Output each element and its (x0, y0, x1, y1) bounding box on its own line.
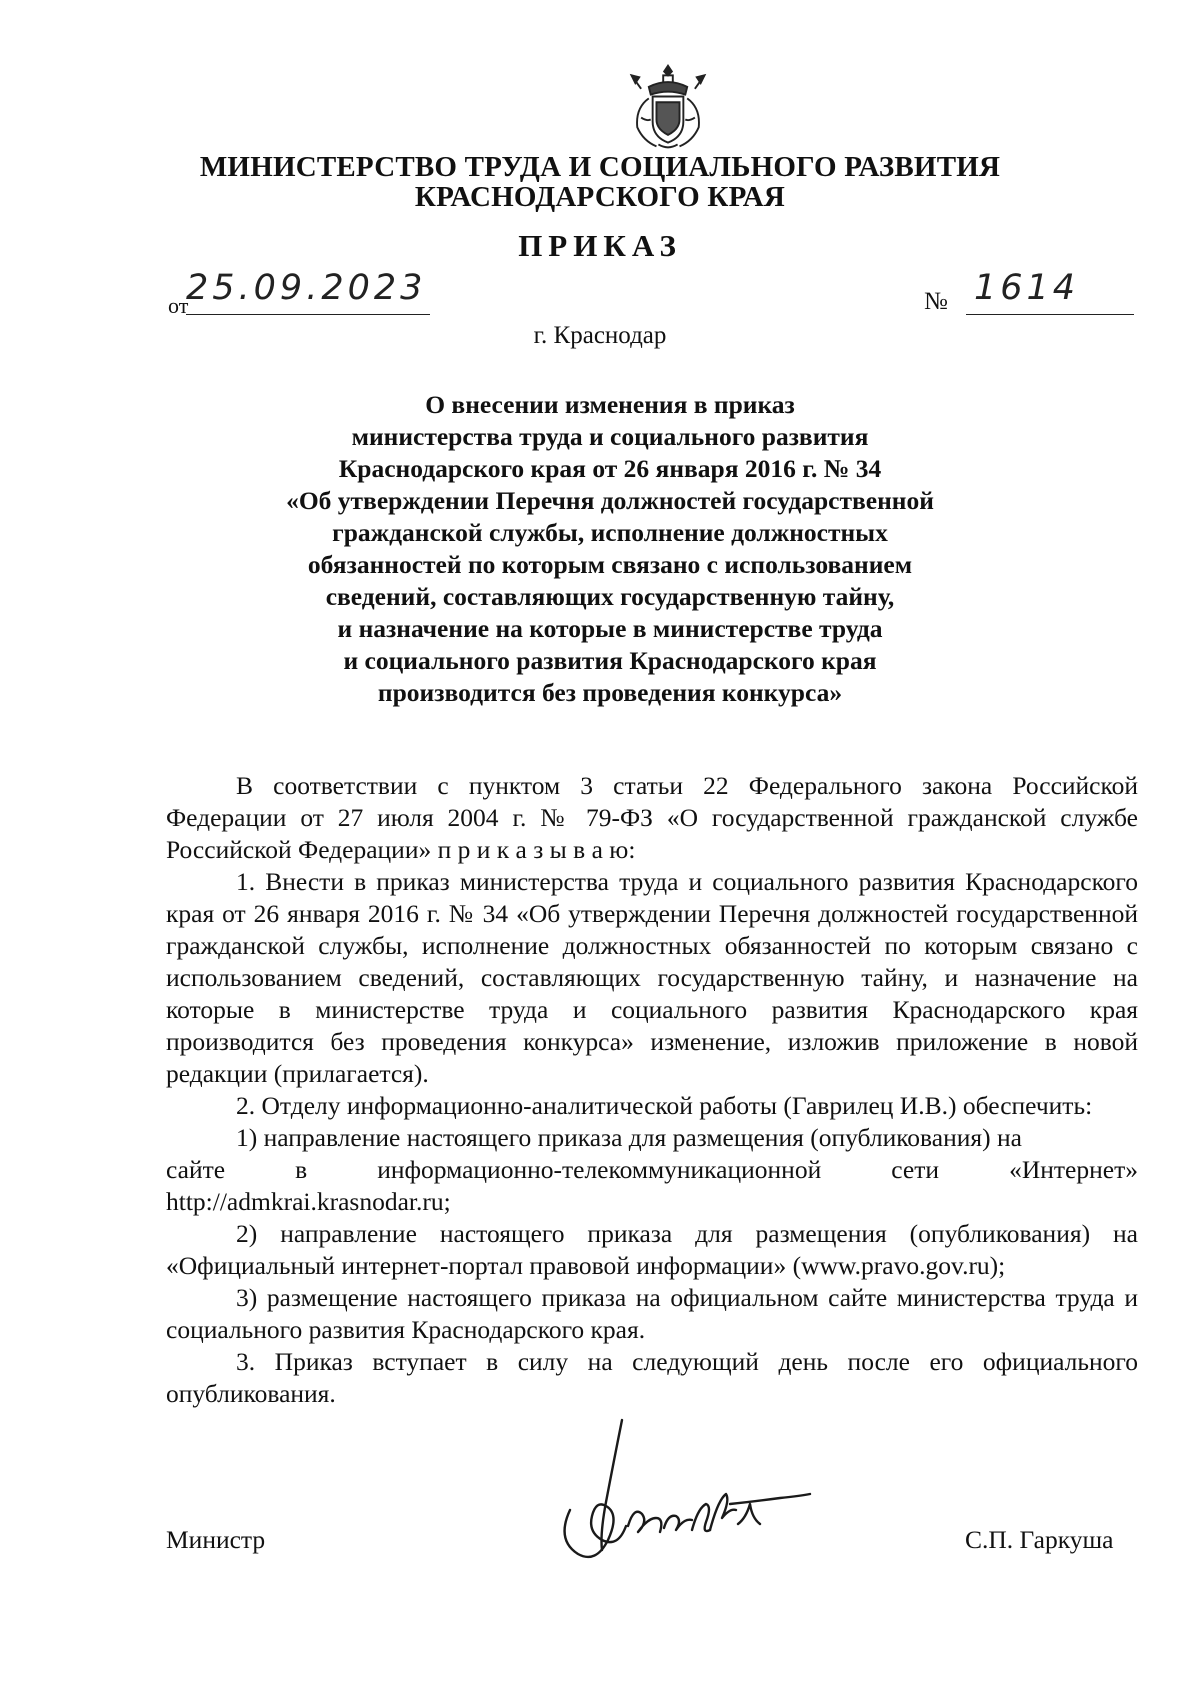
word: «Интернет» (1009, 1155, 1138, 1184)
order-date-handwritten: 25.09.2023 (186, 268, 427, 308)
signatory-position: Министр (166, 1525, 266, 1554)
document-type-title: ПРИКАЗ (518, 228, 682, 263)
item-2-1-line1: 1) направление настоящего приказа для размещения (опубликования) на (236, 1123, 1022, 1152)
item-1-paragraph: 1. Внести в приказ министерства труда и социального развития Краснодарского края от 26 января 2016 г. № 34 «Об утверждении Перечня должностей государственной гражданской службы, исполнение должностных обязанностей по которым связано с использованием сведений, составляющих государственную тайну, и назначение на которые в министерстве труда и социального развития Краснодарского края производится без проведения конкурса» изменение, изложив приложение в новой редакции (прилагается). (166, 867, 1138, 1088)
order-body (166, 770, 1138, 1410)
word: сайте (166, 1155, 226, 1184)
subject-line: сведений, составляющих государственную тайну, (325, 582, 895, 611)
signatory-name: С.П. Гаркуша (965, 1525, 1114, 1554)
item-3-paragraph: 3. Приказ вступает в силу на следующий день после его официального опубликования. (166, 1347, 1138, 1408)
number-label: № (924, 288, 948, 315)
date-underline (186, 314, 430, 315)
coat-of-arms-icon (620, 60, 716, 156)
subject-line: производится без проведения конкурса» (377, 678, 843, 707)
word: в (295, 1155, 308, 1184)
subject-line: и назначение на которые в министерстве труда (337, 614, 883, 643)
word: сети (891, 1155, 940, 1184)
item-2-1-url: http://admkrai.krasnodar.ru; (166, 1187, 451, 1216)
subject-line: обязанностей по которым связано с использованием (307, 550, 913, 579)
ministry-name-line1: МИНИСТЕРСТВО ТРУДА И СОЦИАЛЬНОГО РАЗВИТИЯ (199, 151, 1001, 183)
subject-line: Краснодарского края от 26 января 2016 г. № 34 (338, 454, 882, 483)
subject-line: и социального развития Краснодарского края (343, 646, 877, 675)
subject-line: О внесении изменения в приказ (425, 390, 795, 419)
item-2-3-paragraph: 3) размещение настоящего приказа на официальном сайте министерства труда и социального развития Краснодарского края. (166, 1283, 1138, 1344)
item-2-paragraph: 2. Отделу информационно-аналитической работы (Гаврилец И.В.) обеспечить: (236, 1091, 1093, 1120)
preamble-paragraph: В соответствии с пунктом 3 статьи 22 Федерального закона Российской Федерации от 27 июля 2004 г. № 79-ФЗ «О государственной гражданской службе Российской Федерации» п р и к а з ы в а ю: (166, 771, 1138, 864)
subject-line: «Об утверждении Перечня должностей государственной (286, 486, 934, 515)
number-underline (966, 314, 1134, 315)
subject-line: министерства труда и социального развития (351, 422, 869, 451)
order-subject (220, 389, 1000, 709)
ministry-name-line2: КРАСНОДАРСКОГО КРАЯ (414, 181, 786, 213)
handwritten-signature (560, 1418, 820, 1568)
item-2-1-line2 (166, 1154, 1138, 1186)
date-label: от (168, 293, 189, 318)
city-line: г. Краснодар (533, 322, 667, 349)
item-2-2-paragraph: 2) направление настоящего приказа для размещения (опубликования) на «Официальный интернет-портал правовой информации» (www.pravo.gov.ru); (166, 1219, 1138, 1280)
order-number-handwritten: 1614 (974, 268, 1080, 308)
word: информационно-телекоммуникационной (377, 1155, 822, 1184)
subject-line: гражданской службы, исполнение должностных (332, 518, 888, 547)
